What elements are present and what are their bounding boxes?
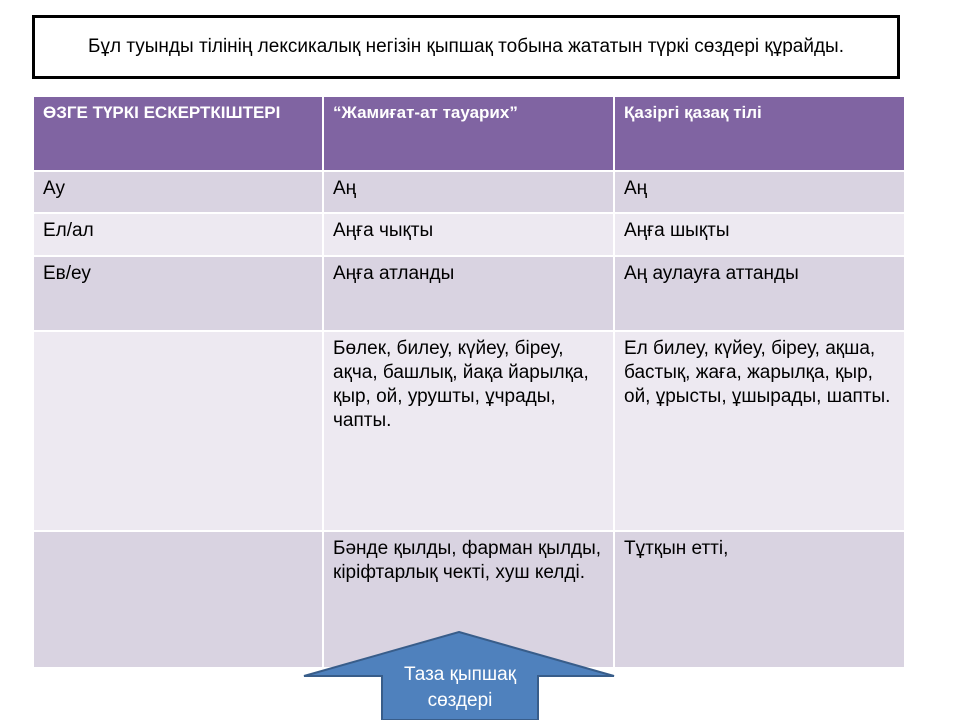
table-cell: Аңға шықты [614, 213, 905, 256]
table-cell: Ау [33, 171, 323, 213]
header-cell: Қазіргі қазақ тілі [614, 96, 905, 171]
table-cell: Тұтқын етті, [614, 531, 905, 668]
comparison-table [32, 95, 906, 669]
table-cell: Аңға атланды [323, 256, 614, 331]
callout-label: Таза қыпшақ сөздері [403, 664, 517, 711]
table-row [33, 171, 905, 213]
table-cell: Аңға чықты [323, 213, 614, 256]
table-row [33, 213, 905, 256]
table-cell: Бөлек, билеу, күйеу, біреу, ақча, башлық, йақа йарылқа, қыр, ой, урушты, ұчрады, чапты. [323, 331, 614, 531]
table-header-row [33, 96, 905, 171]
header-cell: “Жамиғат-ат тауарих” [323, 96, 614, 171]
table-cell: Аң аулауға аттанды [614, 256, 905, 331]
table-cell: Аң [614, 171, 905, 213]
table-cell: Аң [323, 171, 614, 213]
slide-title-text: Бұл туынды тілінің лексикалық негізін қыпшақ тобына жататын түркі сөздері құрайды. [88, 36, 844, 57]
table-cell [33, 331, 323, 531]
table-cell [33, 531, 323, 668]
table-cell: Ел билеу, күйеу, біреу, ақша, бастық, жаға, жарылқа, қыр, ой, ұрысты, ұшырады, шапты. [614, 331, 905, 531]
table-cell: Ев/еу [33, 256, 323, 331]
slide-title [32, 15, 900, 79]
table-cell: Бәнде қылды, фарман қылды, кіріфтарлық чекті, хуш келді. [323, 531, 614, 668]
table-row [33, 331, 905, 531]
header-cell: ӨЗГЕ ТҮРКІ ЕСКЕРТКІШТЕРІ [33, 96, 323, 171]
table-row [33, 256, 905, 331]
table-cell: Ел/ал [33, 213, 323, 256]
